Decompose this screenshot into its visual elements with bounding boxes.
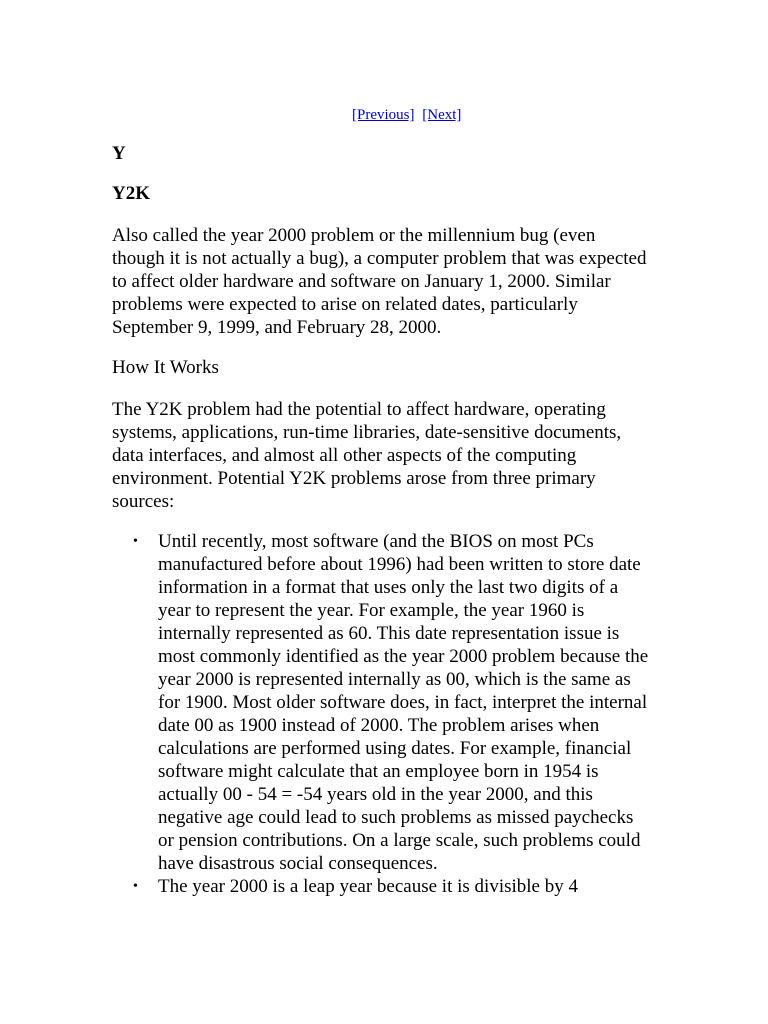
list-item-text: The year 2000 is a leap year because it is divisible by 4 <box>158 876 578 897</box>
subheading: How It Works <box>112 357 219 378</box>
entry-title: Y2K <box>112 183 150 204</box>
section-letter: Y <box>112 143 126 164</box>
page-navigation <box>352 106 461 124</box>
list-item <box>112 875 652 898</box>
list-item-text: Until recently, most software (and the BIOS on most PCs manufactured before about 1996) had been written to store date information in a format that uses only the last two digits of a year to represent the year. For example, the year 1960 is internally represented as 60. This date representation issue is most commonly identified as the year 2000 problem because the year 2000 is represented internally as 00, which is the same as for 1900. Most older software does, in fact, interpret the internal date 00 as 1900 instead of 2000. The problem arises when calculations are performed using dates. For example, financial software might calculate that an employee born in 1954 is actually 00 - 54 = -54 years old in the year 2000, and this negative age could lead to such problems as missed paychecks or pension contributions. On a large scale, such problems could have disastrous social consequences. <box>158 531 649 874</box>
intro-paragraph: Also called the year 2000 problem or the millennium bug (even though it is not actually a bug), a computer problem that was expected to affect older hardware and software on January 1, 2000. Similar problems were expected to arise on related dates, particularly September 9, 1999, and February 28, 2000. <box>112 225 647 338</box>
sources-list <box>112 530 652 898</box>
body-paragraph: The Y2K problem had the potential to affect hardware, operating systems, applications, run-time libraries, date-sensitive documents, data interfaces, and almost all other aspects of the computing environment. Potential Y2K problems arose from three primary sources: <box>112 399 622 512</box>
previous-link[interactable]: [Previous] <box>352 107 415 123</box>
bullet-icon: • <box>133 534 138 549</box>
list-item <box>112 530 652 875</box>
next-link[interactable]: [Next] <box>422 107 462 123</box>
bullet-icon: • <box>133 879 138 894</box>
